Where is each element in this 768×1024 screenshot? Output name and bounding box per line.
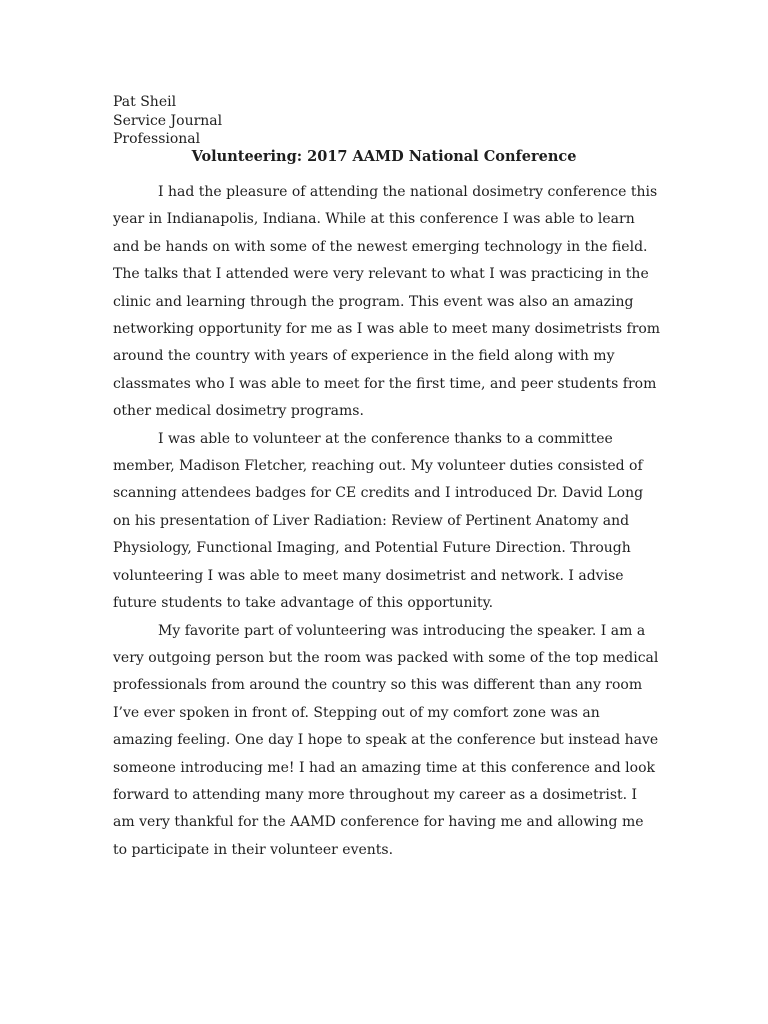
paragraph-2: I was able to volunteer at the conference thanks to a committee member, Madison Fletcher, reaching out. My volunteer duties consisted of scanning attendees badges for CE credits and I introduced Dr. David Long on his presentation of Liver Radiation: Review of Pertinent Anatomy and Physiology, Functional Imaging, and Potential Future Direction. Through volunteering I was able to meet many dosimetrist and network. I advise future students to take advantage of this opportunity. xyxy=(113,430,644,612)
paragraph-3: My favorite part of volunteering was introducing the speaker. I am a very outgoing person but the room was packed with some of the top medical professionals from around the country so this was different than any room I’ve ever spoken in front of. Stepping out of my comfort zone was an amazing feeling. One day I hope to speak at the conference but instead have someone introducing me! I had an amazing time at this conference and look forward to attending many more throughout my career as a dosimetrist. I am very thankful for the AAMD conference for having me and allowing me to participate in their volunteer events. xyxy=(113,622,659,858)
journal-name: Service Journal xyxy=(113,112,223,129)
document-title-text: Volunteering: 2017 AAMD National Conference xyxy=(191,148,577,165)
author-name: Pat Sheil xyxy=(113,94,177,110)
document-title xyxy=(0,148,768,166)
category-label: Professional xyxy=(113,131,201,147)
document-header xyxy=(113,93,222,149)
document-body xyxy=(113,179,661,864)
paragraph-1: I had the pleasure of attending the national dosimetry conference this year in Indianapolis, Indiana. While at this conference I was able to learn and be hands on with some of the newest emerging technology in the field. The talks that I attended were very relevant to what I was practicing in the clinic and learning through the program. This event was also an amazing networking opportunity for me as I was able to meet many dosimetrists from around the country with years of experience in the field along with my classmates who I was able to meet for the first time, and peer students from other medical dosimetry programs. xyxy=(113,184,661,420)
